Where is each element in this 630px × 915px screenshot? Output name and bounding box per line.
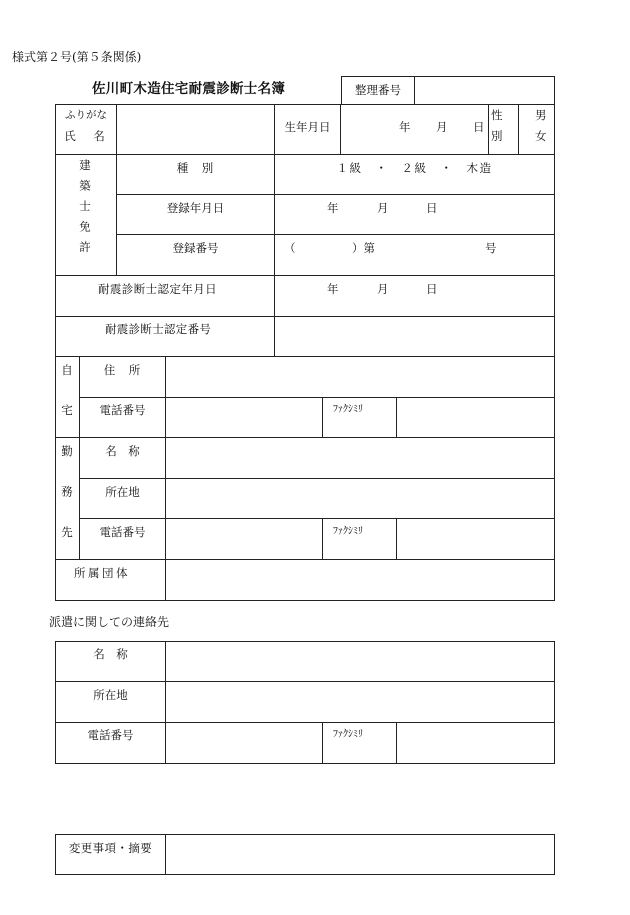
registration-year-label: 年 <box>327 201 339 215</box>
furigana-label: ふりがな <box>65 109 107 121</box>
dispatch-fax-label-cell <box>322 722 397 764</box>
registration-month-label: 月 <box>377 201 389 215</box>
birth-month-label: 月 <box>436 120 448 134</box>
workplace-phone-label: 電話番号 <box>99 525 146 539</box>
home-label: 自宅 <box>60 364 74 444</box>
dispatch-location-label-cell <box>55 681 166 723</box>
dispatch-location-value-cell <box>165 681 555 723</box>
sex-option-male: 男 <box>535 108 547 122</box>
home-address-value-cell <box>165 356 555 398</box>
workplace-location-label-cell <box>79 478 166 519</box>
certification-month-label: 月 <box>377 282 389 296</box>
home-phone-value-cell <box>165 397 323 438</box>
workplace-phone-label-cell <box>79 518 166 560</box>
architect-license-label-cell <box>55 154 117 276</box>
license-type-label-cell <box>116 154 275 195</box>
registration-date-label: 登録年月日 <box>166 201 225 215</box>
home-label-cell <box>55 356 80 444</box>
birth-day-label: 日 <box>473 120 485 134</box>
birth-year-label: 年 <box>399 120 411 134</box>
workplace-name-value-cell <box>165 437 555 479</box>
certification-date-value-cell <box>274 275 555 317</box>
sex-label-cell <box>488 104 519 155</box>
registration-date-label-cell <box>116 194 275 235</box>
registry-number-label-cell <box>341 76 415 105</box>
birth-date-label-cell <box>274 104 341 155</box>
workplace-label: 勤務先 <box>60 445 74 567</box>
form-number: 様式第２号(第５条関係) <box>12 50 142 64</box>
birth-date-value-cell <box>340 104 489 155</box>
dispatch-phone-label-cell <box>55 722 166 764</box>
workplace-phone-value-cell <box>165 518 323 560</box>
sex-option-female: 女 <box>535 129 547 143</box>
dispatch-location-label: 所在地 <box>93 688 128 702</box>
dispatch-fax-label: ﾌｧｸｼﾐﾘ <box>333 729 363 740</box>
certification-number-label: 耐震診断士認定番号 <box>105 322 212 336</box>
registration-number-suffix: 号 <box>485 241 497 255</box>
dispatch-fax-value-cell <box>396 722 555 764</box>
home-phone-label-cell <box>79 397 166 438</box>
certification-date-label: 耐震診断士認定年月日 <box>98 282 217 296</box>
changes-label: 変更事項・摘要 <box>68 841 153 855</box>
registry-number-value-cell <box>414 76 555 105</box>
license-type-options: １級 ・ ２級 ・ 木造 <box>336 161 493 175</box>
workplace-name-label: 名 称 <box>105 444 140 458</box>
registration-number-open-paren: （ <box>284 241 296 255</box>
certification-year-label: 年 <box>327 282 339 296</box>
dispatch-phone-value-cell <box>165 722 323 764</box>
home-phone-label: 電話番号 <box>99 403 146 417</box>
registration-number-close-paren: ）第 <box>352 241 375 255</box>
certification-date-label-cell <box>55 275 275 317</box>
sex-label-top: 性 <box>491 108 503 122</box>
dispatch-name-label: 名 称 <box>93 647 128 661</box>
sex-options-cell <box>518 104 555 155</box>
workplace-label-cell <box>55 437 80 567</box>
registration-number-label: 登録番号 <box>172 241 219 255</box>
name-label: 氏 名 <box>64 129 108 143</box>
changes-value-cell <box>165 834 555 875</box>
workplace-location-value-cell <box>165 478 555 519</box>
workplace-location-label: 所在地 <box>105 485 140 499</box>
dispatch-name-value-cell <box>165 641 555 682</box>
architect-license-label: 建築士免許 <box>78 159 92 262</box>
registry-number-label: 整理番号 <box>355 83 401 97</box>
changes-label-cell <box>55 834 166 875</box>
workplace-fax-label-cell <box>322 518 397 560</box>
workplace-fax-value-cell <box>396 518 555 560</box>
sex-label-bottom: 別 <box>491 129 503 143</box>
name-value-cell <box>116 104 275 155</box>
home-address-label-cell <box>79 356 166 398</box>
affiliation-value-cell <box>165 559 555 601</box>
affiliation-label: 所属団体 <box>74 566 130 580</box>
home-address-label: 住 所 <box>103 363 142 377</box>
dispatch-contact-heading: 派遣に関しての連絡先 <box>49 615 170 629</box>
registration-number-value-cell <box>274 234 555 276</box>
certification-day-label: 日 <box>426 282 438 296</box>
home-fax-label-cell <box>322 397 397 438</box>
workplace-name-label-cell <box>79 437 166 479</box>
registration-day-label: 日 <box>426 201 438 215</box>
license-type-value-cell <box>274 154 555 195</box>
dispatch-phone-label: 電話番号 <box>87 728 134 742</box>
name-label-cell <box>55 104 117 155</box>
birth-date-label: 生年月日 <box>284 120 331 134</box>
home-fax-label: ﾌｧｸｼﾐﾘ <box>333 404 363 415</box>
home-fax-value-cell <box>396 397 555 438</box>
dispatch-name-label-cell <box>55 641 166 682</box>
license-type-label: 種 別 <box>176 161 215 175</box>
registration-date-value-cell <box>274 194 555 235</box>
workplace-fax-label: ﾌｧｸｼﾐﾘ <box>333 526 363 537</box>
page-title: 佐川町木造住宅耐震診断士名簿 <box>92 81 286 97</box>
certification-number-value-cell <box>274 316 555 357</box>
registration-number-label-cell <box>116 234 275 276</box>
affiliation-label-cell <box>55 559 166 601</box>
certification-number-label-cell <box>55 316 275 357</box>
